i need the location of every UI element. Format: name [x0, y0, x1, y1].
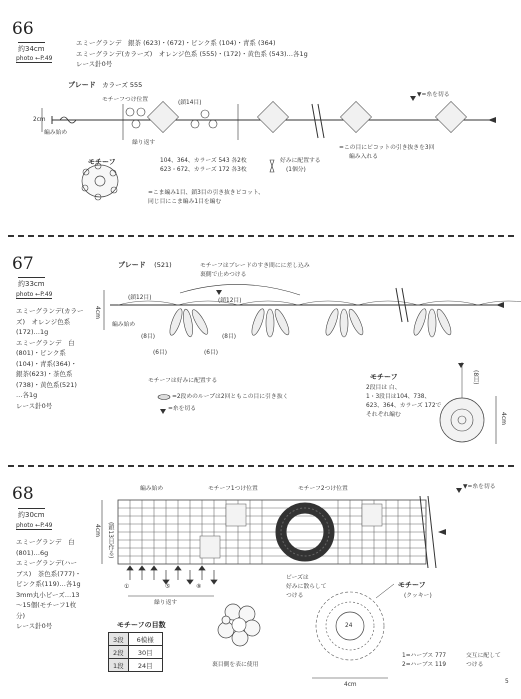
- triangle-icon: ▼: [463, 484, 468, 490]
- two-cm: 2cm: [33, 117, 46, 123]
- motif2-position: モチーフ2つけ位置: [298, 486, 348, 492]
- start-label: 編み始め: [140, 486, 164, 492]
- braid-heading: ブレード: [118, 261, 146, 269]
- motif-color-line: 2段目は 白、: [366, 385, 401, 391]
- table-row: [109, 659, 163, 672]
- legend-line: 2=ハーブス 119: [402, 662, 447, 668]
- legend-line: 1=ハーブス 777: [402, 653, 447, 659]
- finished-size: 約30cm: [18, 508, 45, 520]
- braid-color: (521): [154, 261, 172, 269]
- motif-title: モチーフ: [398, 581, 426, 589]
- start-label: 編み始め: [44, 130, 68, 136]
- alternate-note-line: つける: [466, 662, 484, 668]
- picot-note-line: =この目にピコットの引き抜きを3回: [339, 145, 435, 151]
- material-line: エミーグランデ 銀茶 (623)・(672)・ピンク系 (104)・青系 (364): [76, 39, 276, 47]
- braid-color: カラーズ 555: [102, 81, 143, 89]
- motif1-position: モチーフ1つけ位置: [208, 486, 258, 492]
- motif-title: モチーフ: [370, 373, 398, 381]
- stitch-count: (8目): [222, 334, 237, 340]
- material-line: 3mm丸小ビーズ…13: [16, 590, 80, 599]
- row-value: 6模様: [128, 633, 162, 646]
- triangle-icon: ▼: [417, 92, 422, 98]
- material-line: (738)・黄色系(521): [16, 380, 77, 389]
- bead-note-line: 好みに散らして: [286, 584, 327, 590]
- row-marks: [124, 583, 201, 592]
- motif-color-line: 623・672、カラーズ 172 各3枚: [160, 167, 247, 173]
- stitch-count-table: [108, 632, 163, 672]
- row-label: 1段: [109, 659, 129, 672]
- motif-arrange-line: 好みに配置する: [280, 158, 321, 164]
- material-line: レース針0号: [16, 401, 53, 410]
- alternate-note: [466, 652, 501, 670]
- chain-13: (鎖13目作る): [107, 522, 114, 559]
- material-line: ピンク系(119)…各1g: [16, 580, 81, 588]
- material-line: エミーグランデ(ハー: [16, 559, 78, 567]
- stitch-count: (6目): [153, 350, 168, 356]
- attach-note-line: 裏側で止めつける: [200, 272, 247, 278]
- finished-size: 約34cm: [18, 42, 45, 54]
- motif-color-line: 1・3段目は104、738、: [366, 394, 431, 400]
- row-value: 24目: [128, 659, 162, 672]
- stitch-count: (8目): [141, 334, 156, 340]
- cut-yarn-label: =糸を切る: [168, 406, 197, 412]
- photo-ref: photo ←P.49: [16, 55, 53, 62]
- material-line: (801)…6g: [16, 548, 49, 557]
- page-number: 5: [505, 679, 509, 685]
- start-label: 編み始め: [112, 322, 136, 328]
- bead-note: [286, 574, 327, 601]
- cut-yarn-label: =糸を切る: [421, 92, 450, 98]
- chain-count-b: (鎖12目): [218, 298, 242, 304]
- repeat-label: 繰り返す: [132, 140, 156, 146]
- material-line: レース針0号: [76, 60, 113, 68]
- picot-def-line: 同じ目にこま編み1目を編む: [148, 199, 222, 205]
- picot-note-line: 編み入れる: [349, 154, 378, 160]
- pattern-number-67: 67: [12, 254, 34, 274]
- material-line: …各1g: [16, 391, 38, 399]
- picot-def-line: =こま編み1目、鎖3目の引き抜きピコット、: [148, 190, 264, 196]
- material-line: エミーグランデ(カラーズ) オレンジ色系 (555)・(172)・黄色系 (543)…各1g: [76, 49, 308, 58]
- material-line: 〜15個(モチーフ1枚: [16, 601, 77, 609]
- table-row: [109, 633, 163, 646]
- finished-size: 約33cm: [18, 277, 45, 289]
- four-cm: 4cm: [94, 306, 101, 319]
- chain-count-a: (鎖12目): [128, 295, 152, 301]
- alternate-note-line: 交互に配して: [466, 653, 501, 659]
- material-line: エミーグランデ 白: [16, 538, 75, 546]
- row-label: 3段: [109, 633, 129, 646]
- motif-position-label: モチーフつけ位置: [102, 97, 149, 103]
- material-line: ズ) オレンジ色系: [16, 317, 71, 326]
- eight-stitches: (8目): [472, 370, 479, 385]
- material-line: レース針0号: [16, 622, 53, 630]
- photo-ref: photo ←P.49: [16, 291, 53, 298]
- motif-arrange-line: (1個分): [286, 167, 306, 173]
- motif-title: モチーフ: [88, 158, 116, 166]
- material-line: ブス) 茶色系(777)・: [16, 569, 82, 578]
- material-line: (801)・ピンク系: [16, 349, 66, 357]
- pattern-number-68: 68: [12, 484, 34, 504]
- motif-subtitle: (クッキー): [404, 593, 432, 599]
- motif-color-line: それぞれ編む: [366, 412, 401, 418]
- material-line: (104)・青系(364)・: [16, 359, 77, 368]
- cut-yarn-label: =糸を切る: [467, 484, 496, 490]
- row-mark: ①: [124, 584, 130, 590]
- repeat-label: 繰り返す: [154, 600, 178, 606]
- center-count: 24: [345, 623, 353, 629]
- material-line: 分): [16, 611, 26, 620]
- material-line: (172)…1g: [16, 328, 49, 336]
- row-value: 30目: [128, 646, 162, 659]
- four-cm: 4cm: [344, 682, 357, 688]
- material-line: 銀茶(623)・茶色系: [16, 370, 73, 378]
- back-side-note: 裏目側を表に使用: [212, 662, 259, 668]
- pattern-number-66: 66: [12, 19, 34, 39]
- loop-note: =2段めのループは2回ともこの目に引き抜く: [172, 394, 289, 400]
- motif-color-line: 104、364、カラーズ 543 各2枚: [160, 158, 247, 164]
- table-row: [109, 646, 163, 659]
- braid-heading: ブレード: [68, 81, 96, 89]
- chain-count: (鎖14目): [178, 100, 202, 106]
- material-line: エミーグランデ(カラー: [16, 307, 84, 315]
- bead-note-line: ビーズは: [286, 575, 309, 581]
- attach-note-line: モチーフはブレードのすき間にに差し込み: [200, 263, 310, 269]
- color-legend: [402, 652, 446, 670]
- count-title: モチーフの目数: [117, 621, 166, 629]
- motif-arrange-note: モチーフは好みに配置する: [148, 378, 218, 384]
- four-cm: 4cm: [94, 524, 101, 537]
- stitch-count: (6目): [204, 350, 219, 356]
- bead-note-line: つける: [286, 593, 304, 599]
- material-line: エミーグランデ 白: [16, 338, 75, 347]
- row-mark: ⑤: [165, 584, 171, 590]
- row-label: 2段: [109, 646, 129, 659]
- row-mark: ⑧: [196, 584, 202, 590]
- photo-ref: photo ←P.49: [16, 522, 53, 529]
- four-cm: 4cm: [500, 412, 507, 425]
- motif-color-line: 623、364、カラーズ 172で: [366, 403, 442, 409]
